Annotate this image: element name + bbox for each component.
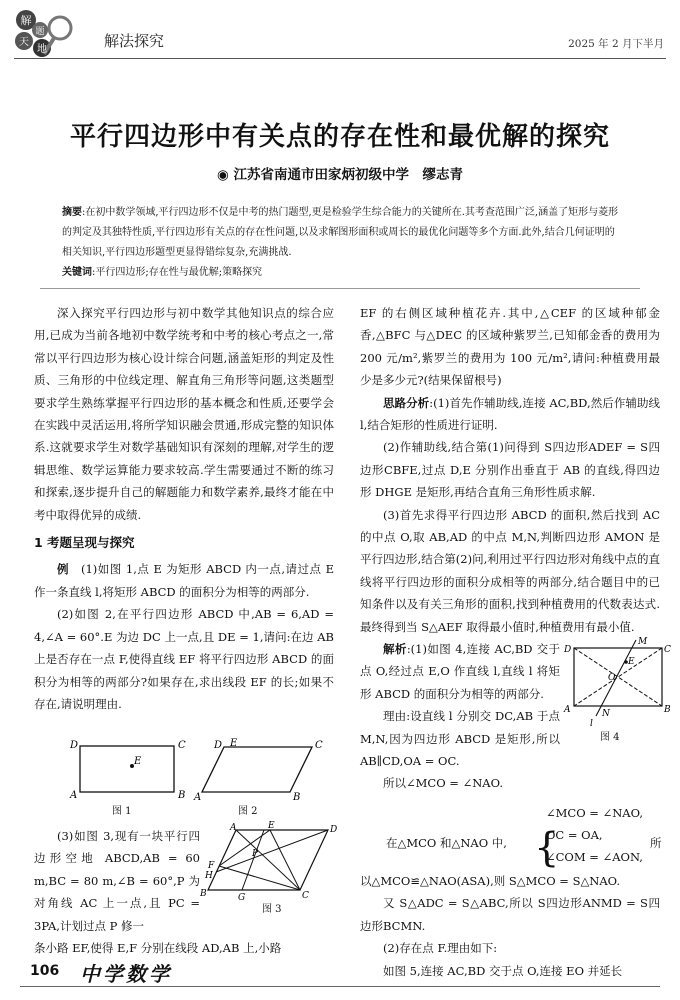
svg-text:A: A	[564, 705, 571, 715]
figure-2	[194, 740, 324, 804]
problem-continuation: EF 的右侧区域种植花卉.其中,△CEF 的区域种郁金香,△BFC 与△DEC 的区域种紫罗兰,已知郁金香的费用为 200 元/m²,紫罗兰的费用为 100 元/m²,请问:种植费用最少是多少元?(结果保留根号)	[360, 306, 660, 388]
abstract-divider	[40, 288, 640, 289]
svg-text:E: E	[268, 821, 275, 831]
example-part-3-cont	[34, 937, 334, 959]
svg-text:C: C	[664, 645, 671, 655]
svg-text:A: A	[194, 792, 202, 803]
figure-1	[62, 740, 186, 804]
keywords-text: :平行四边形;存在性与最优解;策略探究	[92, 267, 263, 278]
author-line: ◉ 江苏省南通市田家炳初级中学 缪志青	[217, 167, 463, 183]
example-part-3	[34, 825, 200, 937]
svg-text:O: O	[608, 673, 616, 683]
figure-4-caption: 图 4	[600, 732, 620, 743]
analysis-paragraph-3: (3)首先求得平行四边形 ABCD 的面积,然后找到 AC 的中点 O,取 AB,AD 的中点 M,N,判断四边形 AMON 是平行四边形,结合第(2)问,利用过平行四边形对角线中点的直线将平行四边形的面积分成相等的两部分,结合题目中的已知条件以及有关三角形的面积,找到种植费用的代数表达式.最终得到当 S△AEF 取得最小值时,种植费用有最小值.	[360, 507, 660, 634]
abstract-text: :在初中数学领域,平行四边形不仅是中考的热门题型,更是检验学生综合能力的关键所在.其考查范围广泛,涵盖了矩形与菱形的判定及其独特性质,平行四边形有关点的存在性问题,以及求解图形面积或周长的最优化问题等多个方面.此外,结合几何证明的相关知识,平行四边形题型更显得错综复杂,充满挑战.	[62, 207, 619, 258]
svg-text:N: N	[602, 709, 610, 719]
solution-paragraph-2: 理由:设直线 l 分别交 DC,AB 于点 M,N,因为四边形 ABCD 是矩形,所以 AB∥CD,OA = OC.	[360, 709, 560, 769]
right-column	[360, 302, 660, 638]
svg-text:E: E	[628, 657, 635, 667]
analysis-label: 思路分析	[383, 395, 430, 410]
svg-text:B: B	[664, 705, 671, 715]
svg-text:C: C	[315, 740, 323, 751]
proof-conclusion-2: 又 S△ADC = S△ABC,所以 S四边形ANMD = S四边形BCMN.	[360, 896, 660, 933]
column-logo-badge	[14, 8, 74, 58]
section-heading: 1 考题呈现与探究	[34, 535, 135, 551]
abstract-paragraph	[62, 203, 622, 263]
svg-text:B: B	[178, 790, 186, 801]
figure-4	[562, 637, 672, 734]
header-divider	[14, 58, 666, 59]
svg-text:l: l	[590, 719, 593, 729]
equation-line: ∠COM = ∠AON,	[546, 850, 643, 864]
proof-trailing: 所	[650, 836, 662, 850]
figure-3-caption: 图 3	[262, 904, 282, 915]
svg-text:P: P	[252, 849, 259, 859]
badge-char: 题	[35, 27, 45, 37]
brace-symbol: {	[534, 825, 560, 871]
svg-text:G: G	[238, 893, 246, 903]
svg-text:H: H	[205, 871, 213, 881]
equation-system	[546, 802, 643, 868]
solution-text-1: :(1)如图 4,连接 AC,BD 交于点 O,经过点 E,O 作直线 l,直线 l 将矩形 ABCD 的面积分为相等的两部分.	[360, 642, 560, 701]
figure-2-caption: 图 2	[238, 806, 258, 817]
footer-divider	[20, 986, 660, 987]
figure-1-caption: 图 1	[112, 806, 132, 817]
analysis-text-1: :(1)首先作辅助线,连接 AC,BD,然后作辅助线 l,结合矩形的性质进行证明.	[360, 395, 661, 433]
proof-conclusion-1: 以△MCO≌△NAO(ASA),则 S△MCO = S△NAO.	[360, 874, 621, 888]
left-column	[34, 302, 334, 715]
svg-text:C: C	[302, 891, 309, 901]
equation-line: OC = OA,	[546, 828, 603, 842]
equation-line: ∠MCO = ∠NAO,	[546, 806, 643, 820]
abstract-label: 摘要	[62, 207, 82, 218]
svg-text:F: F	[208, 861, 215, 871]
example-part-2: (2)如图 2,在平行四边形 ABCD 中,AB = 6,AD = 4,∠A = 60°.E 为边 DC 上一点,且 DE = 1,请问:在边 AB 上是否存在一点 F,使得直线 EF 将平行四边形 ABCD 的面积分为相等的两部分?如果存在,求出线段 EF 的长;如果不存在,请说明理由.	[34, 607, 334, 711]
page-number: 106	[30, 963, 60, 979]
solution-part-2-text: 如图 5,连接 AC,BD 交于点 O,连接 EO 并延长	[383, 963, 623, 978]
solution-block	[360, 638, 560, 795]
svg-text:E: E	[134, 756, 142, 767]
svg-text:A: A	[70, 790, 78, 801]
section-title: 解法探究	[104, 32, 165, 50]
badge-char: 解	[20, 14, 32, 27]
solution-paragraph-3: 所以∠MCO = ∠NAO.	[383, 776, 503, 791]
magazine-name: 中学数学	[80, 962, 172, 986]
analysis-paragraph-2: (2)作辅助线,结合第(1)问得到 S四边形ADEF = S四边形CBFE,过点 D,E 分别作出垂直于 AB 的直线,得四边形 DHGE 是矩形,再结合直角三角形性质求解.	[360, 440, 660, 500]
example-part-1	[34, 558, 334, 603]
svg-text:D: D	[564, 645, 572, 655]
example-part-1-text: (1)如图 1,点 E 为矩形 ABCD 内一点,请过点 E 作一条直线 l,将矩形 ABCD 的面积分为相等的两部分.	[34, 562, 334, 599]
example-part-3-text: (3)如图 3,现有一块平行四边形空地 ABCD,AB = 60 m,BC = 80 m,∠B = 60°,P 为对角线 AC 上一点,且 PC = 3PA,计划过点 P 修一	[34, 829, 200, 933]
example-label: 例	[57, 562, 69, 577]
svg-text:B: B	[293, 792, 301, 803]
abstract-block	[62, 203, 622, 283]
svg-text:A: A	[230, 823, 237, 833]
solution-label: 解析	[383, 642, 407, 656]
article-title: 平行四边形中有关点的存在性和最优解的探究	[69, 122, 610, 152]
keywords-label: 关键词	[62, 267, 92, 278]
analysis-paragraph-1	[360, 392, 660, 437]
solution-paragraph-1	[360, 638, 560, 705]
intro-paragraph: 深入探究平行四边形与初中数学其他知识点的综合应用,已成为当前各地初中数学统考和中考的核心考点之一,常常以平行四边形为核心设计综合问题,涵盖矩形的判定及性质、三角形的中位线定理、解直角三角形等问题,这类题型要求学生熟练掌握平行四边形的基本概念和性质,还要学会在实践中灵活运用,将所学知识融会贯通,形成完整的知识体系.这就要求学生对数学基础知识有深刻的理解,对学生的逻辑思维、数学运算能力要求较高.学生需要通过不断的练习和探索,逐步提升自己的解题能力和数学素养,最终才能在中考中取得优异的成绩.	[34, 306, 334, 522]
badge-char: 地	[37, 44, 47, 55]
svg-text:D: D	[214, 740, 223, 751]
example-part-3-cont-text: 条小路 EF,使得 E,F 分别在线段 AD,AB 上,小路	[34, 941, 282, 955]
solution-part-2-heading: (2)存在点 F.理由如下:	[383, 941, 498, 956]
badge-char: 天	[19, 37, 29, 48]
proof-conclusion	[360, 870, 660, 982]
svg-text:E: E	[230, 738, 238, 749]
keywords	[62, 263, 622, 283]
figure-3	[200, 821, 338, 910]
svg-text:C: C	[178, 740, 186, 751]
issue-date: 2025 年 2 月下半月	[568, 38, 664, 50]
svg-text:M: M	[638, 637, 648, 647]
svg-text:D: D	[330, 825, 338, 835]
proof-intro: 在△MCO 和△NAO 中,	[386, 836, 507, 850]
svg-text:B: B	[200, 889, 207, 899]
svg-text:D: D	[70, 740, 79, 751]
